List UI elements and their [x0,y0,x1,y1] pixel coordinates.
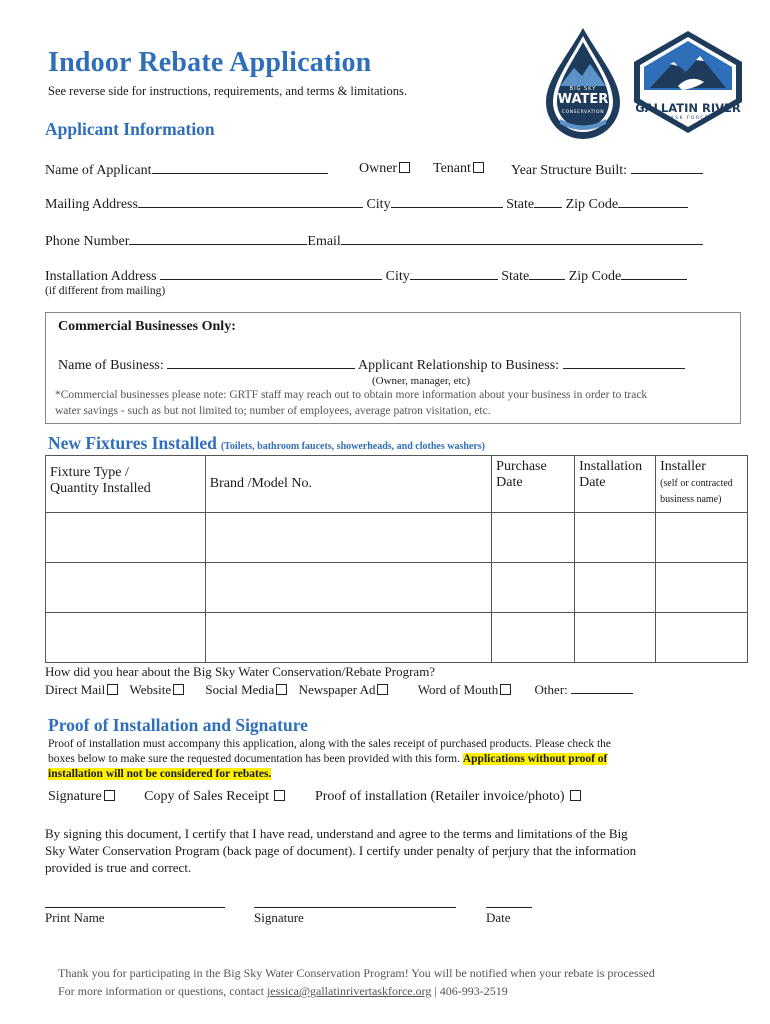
receipt-checkbox[interactable] [274,790,285,801]
certification-line2: Sky Water Conservation Program (back page of document). I certify under penalty of perjury that the information [45,843,637,858]
city-label: City [366,197,391,212]
option-social-media [205,682,287,697]
option-other [535,682,633,697]
table-cell[interactable] [492,563,575,613]
print-name-line[interactable] [45,907,225,908]
signature-checkbox[interactable] [104,790,115,801]
business-label: Name of Business: [58,358,164,373]
fixtures-table [45,455,748,663]
table-cell[interactable] [575,563,656,613]
table-cell[interactable] [205,563,491,613]
name-label: Name of Applicant [45,163,152,178]
install-zip-label: Zip Code [568,269,622,284]
install-state-label: State [501,269,530,284]
col-install-line2: Date [579,475,606,490]
website-label: Website [129,682,172,697]
option-word-of-mouth [418,682,512,697]
option-website [130,682,185,697]
tenant-label: Tenant [433,161,471,176]
tenant-checkbox[interactable] [473,162,484,173]
install-row [45,267,687,285]
other-label: Other: [534,682,568,697]
install-zip-field[interactable] [621,267,687,280]
install-proof-checkbox[interactable] [570,790,581,801]
word-of-mouth-label: Word of Mouth [417,682,499,697]
referral-question: How did you hear about the Big Sky Water Conservation/Rebate Program? [45,664,436,679]
install-label: Installation Address [45,269,157,284]
table-row [46,613,748,663]
col-type-line2: Quantity Installed [50,481,151,496]
fixtures-heading-note: (Toilets, bathroom faucets, showerheads, and clothes washers) [220,441,486,452]
gallatin-river-logo [630,28,746,136]
table-row [46,513,748,563]
bsw-bottom-text: CONSERVATION [561,110,605,115]
social-media-checkbox[interactable] [276,684,287,695]
check-signature-label: Signature [48,789,102,804]
option-newspaper-ad [299,682,389,697]
year-label: Year Structure Built: [511,163,628,178]
bsw-main-text: WATER [557,92,609,107]
table-cell[interactable] [575,513,656,563]
referral-options [45,681,633,698]
col-purchase-line1: Purchase [496,459,547,474]
email-field[interactable] [341,232,703,245]
page-title: Indoor Rebate Application [48,47,372,78]
footer-phone: | 406-993-2519 [434,984,508,998]
table-row [46,563,748,613]
install-city-field[interactable] [410,267,498,280]
relationship-field[interactable] [563,356,685,369]
install-city-label: City [385,269,410,284]
check-install [315,789,581,804]
certification-line1: By signing this document, I certify that I have read, understand and agree to the terms and limitations of the Big [45,826,628,841]
phone-field[interactable] [129,232,307,245]
date-line[interactable] [486,907,532,908]
table-cell[interactable] [46,613,206,663]
relationship-hint: (Owner, manager, etc) [372,375,471,387]
print-name-label: Print Name [45,910,105,925]
word-of-mouth-checkbox[interactable] [500,684,511,695]
col-installer-line1: Installer [660,459,706,474]
owner-option [359,161,410,177]
table-cell[interactable] [492,613,575,663]
col-brand-label: Brand /Model No. [209,476,313,491]
col-install-date [575,456,656,513]
fixtures-heading-row [48,433,485,454]
proof-section-heading: Proof of Installation and Signature [48,715,308,735]
mailing-label: Mailing Address [45,197,138,212]
business-row [58,356,685,374]
col-purchase-line2: Date [496,475,523,490]
col-installer [656,456,748,513]
bsw-top-text: BIG SKY [569,86,597,92]
relationship-label: Applicant Relationship to Business: [358,358,560,373]
table-cell[interactable] [46,513,206,563]
install-field[interactable] [160,267,382,280]
grtf-sub-text: TASK FORCE [666,116,710,121]
table-cell[interactable] [46,563,206,613]
option-direct-mail [45,682,118,697]
year-field[interactable] [631,161,703,174]
commercial-note-line2: water savings - such as but not limited to; number of employees, average patron visitation, etc. [55,405,491,417]
business-field[interactable] [167,356,355,369]
table-cell[interactable] [205,613,491,663]
newspaper-ad-checkbox[interactable] [377,684,388,695]
proof-text-line2-plain: boxes below to make sure the requested documentation has been provided with this form. [48,753,460,765]
state-field[interactable] [534,195,562,208]
owner-label: Owner [359,161,398,176]
install-state-field[interactable] [529,267,565,280]
state-label: State [506,197,535,212]
table-cell[interactable] [656,563,748,613]
col-install-line1: Installation [579,459,643,474]
signature-label: Signature [254,910,304,925]
commercial-heading: Commercial Businesses Only: [58,319,236,334]
fixtures-heading: New Fixtures Installed [48,433,217,453]
newspaper-ad-label: Newspaper Ad [298,682,376,697]
footer-email-link[interactable]: jessica@gallatinrivertaskforce.org [266,984,432,998]
check-receipt-label: Copy of Sales Receipt [144,789,269,804]
proof-text-line3 [48,768,271,780]
direct-mail-checkbox[interactable] [107,684,118,695]
zip-field[interactable] [618,195,688,208]
col-type-line1: Fixture Type / [50,465,129,480]
fixtures-header-row [46,456,748,513]
footer-line1: Thank you for participating in the Big Sky Water Conservation Program! You will be notified when your rebate is processed [58,966,655,980]
tenant-option [433,161,484,177]
col-brand [205,456,491,513]
col-purchase-date [492,456,575,513]
applicant-name-row [45,161,328,179]
city-field[interactable] [391,195,503,208]
table-cell[interactable] [205,513,491,563]
footer-contact-prefix: For more information or questions, contact [58,984,264,998]
col-fixture-type [46,456,206,513]
table-cell[interactable] [492,513,575,563]
big-sky-water-logo [540,24,626,142]
commercial-note-line1: *Commercial businesses please note: GRTF staff may reach out to obtain more information about your business in order to track [55,389,648,401]
proof-warning-part1: Applications without proof of [462,753,608,765]
email-label: Email [307,234,341,249]
date-label: Date [486,910,511,925]
table-cell[interactable] [656,613,748,663]
grtf-main-text: GALLATIN RIVER [635,101,741,115]
social-media-label: Social Media [205,682,275,697]
col-installer-line2: (self or contracted business name) [660,478,733,505]
table-cell[interactable] [656,513,748,563]
mailing-row [45,195,688,213]
install-note: (if different from mailing) [45,285,166,297]
check-install-label: Proof of installation (Retailer invoice/photo) [314,789,565,804]
proof-warning-part2: installation will not be considered for rebates. [48,768,272,780]
name-field[interactable] [152,161,328,174]
zip-label: Zip Code [565,197,619,212]
phone-label: Phone Number [45,234,130,249]
proof-checklist [48,789,581,805]
page-subtitle: See reverse side for instructions, requirements, and terms & limitations. [48,84,407,98]
check-receipt [144,789,285,804]
table-cell[interactable] [575,613,656,663]
website-checkbox[interactable] [173,684,184,695]
proof-text-line2 [48,753,607,765]
mailing-field[interactable] [138,195,363,208]
certification-line3: provided is true and correct. [45,860,192,875]
footer-line2 [58,984,508,999]
direct-mail-label: Direct Mail [45,682,106,697]
proof-text-line1: Proof of installation must accompany this application, along with the sales receipt of purchased products. Please check the [48,738,612,750]
signature-line[interactable] [254,907,456,908]
year-row [511,161,703,179]
applicant-section-heading: Applicant Information [45,119,215,139]
owner-checkbox[interactable] [399,162,410,173]
phone-row [45,232,703,250]
check-signature [48,789,115,804]
other-field[interactable] [571,681,633,694]
